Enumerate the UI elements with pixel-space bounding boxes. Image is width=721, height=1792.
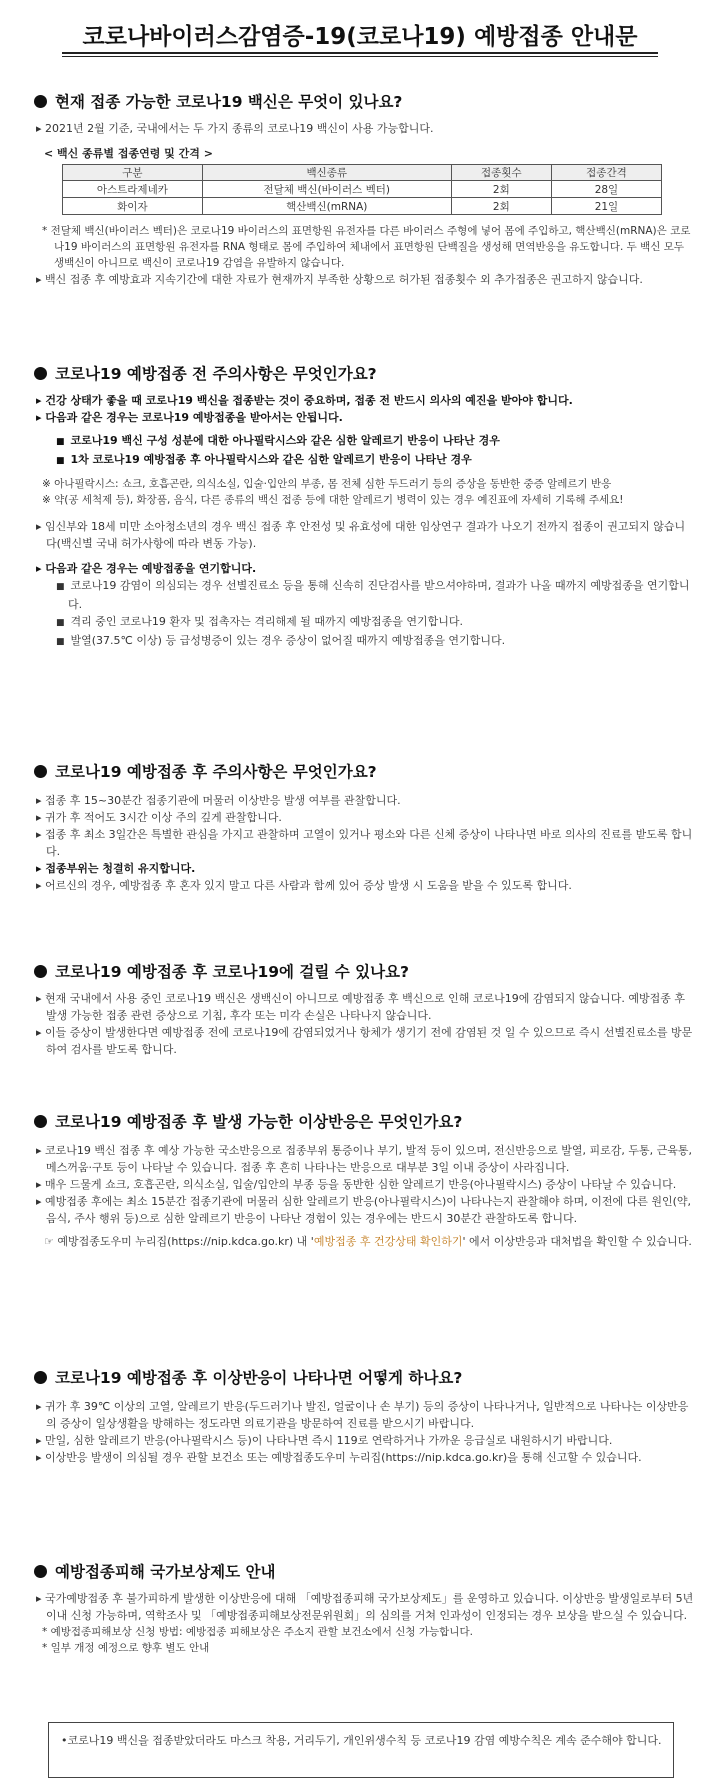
table-header-row (63, 165, 662, 181)
paragraph: ▸ 접종 후 최소 3일간은 특별한 관심을 가지고 관찰하며 고열이 있거나 평소와 다른 신체 증상이 나타나면 바로 의사의 진료를 받도록 합니다. (36, 828, 693, 858)
footnote: * 전달체 백신(바이러스 벡터)은 코로나19 바이러스의 표면항원 유전자를 다른 바이러스 주형에 넣어 몸에 주입하고, 핵산백신(mRNA)은 코로나19 바이러스의 표면항원 유전자를 RNA 형태로 몸에 주입하여 체내에서 표면항원 단백질을 생성해 면역반응을 유도합니다. 두 백신 모두 생백신이 아니므로 백신이 코로나19 감염을 유발하지 않습니다. (42, 225, 691, 269)
bullet-dot-icon (34, 1565, 47, 1578)
table-row (63, 198, 662, 215)
table-cell: 21일 (551, 198, 661, 215)
paragraph: ▸ 어르신의 경우, 예방접종 후 혼자 있지 말고 다른 사람과 함께 있어 증상 발생 시 도움을 받을 수 있도록 합니다. (36, 879, 572, 892)
section-after-vaccination (34, 760, 694, 894)
bullet-dot-icon (34, 95, 47, 108)
list-item: ■ 발열(37.5℃ 이상) 등 급성병증이 있는 경우 증상이 없어질 때까지 예방접종을 연기합니다. (34, 632, 694, 651)
page-title: 코로나바이러스감염증-19(코로나19) 예방접종 안내문 (82, 24, 638, 50)
list-item: ■ 1차 코로나19 예방접종 후 아나필락시스와 같은 심한 알레르기 반응이 나타난 경우 (34, 451, 694, 470)
paragraph: ▸ 이상반응 발생이 의심될 경우 관할 보건소 또는 예방접종도우미 누리집(https://nip.kdca.go.kr)을 통해 신고할 수 있습니다. (36, 1451, 642, 1464)
table-cell: 화이자 (63, 198, 203, 215)
paragraph: ▸ 국가예방접종 후 불가피하게 발생한 이상반응에 대해 「예방접종피해 국가보상제도」를 운영하고 있습니다. 이상반응 발생일로부터 5년 이내 신청 가능하며, 역학조사 및 「예방접종피해보상전문위원회」의 심의를 거쳐 인과성이 인정되는 경우 보상을 받으실 수 있습니다. (36, 1592, 694, 1622)
paragraph: ▸ 만일, 심한 알레르기 반응(아나필락시스 등)이 나타나면 즉시 119로 연락하거나 가까운 응급실로 내원하시기 바랍니다. (36, 1434, 613, 1447)
table-cell: 28일 (551, 181, 661, 198)
section-heading: 코로나19 예방접종 전 주의사항은 무엇인가요? (34, 362, 694, 386)
bullet-dot-icon (34, 765, 47, 778)
reminder-text: •코로나19 백신을 접종받았더라도 마스크 착용, 거리두기, 개인위생수칙 등 코로나19 감염 예방수칙은 계속 준수해야 합니다. (61, 1734, 662, 1747)
table-caption: < 백신 종류별 접종연령 및 간격 > (44, 147, 213, 160)
paragraph: ▸ 귀가 후 39℃ 이상의 고열, 알레르기 반응(두드러기나 발진, 얼굴이나 손 부기) 등의 증상이 나타나거나, 일반적으로 나타나는 이상반응의 증상이 일상생활을 방해하는 정도라면 의료기관을 방문하여 진료를 받으시기 바랍니다. (36, 1400, 689, 1430)
paragraph: ▸ 2021년 2월 기준, 국내에서는 두 가지 종류의 코로나19 백신이 사용 가능합니다. (36, 122, 434, 135)
footnote: ※ 약(공 세척제 등), 화장품, 음식, 다른 종류의 백신 접종 등에 대한 알레르기 병력이 있는 경우 예진표에 자세히 기록해 주세요! (42, 494, 624, 506)
section-vaccines (34, 90, 694, 288)
section-infection-after (34, 960, 694, 1058)
paragraph: ▸ 코로나19 백신 접종 후 예상 가능한 국소반응으로 접종부위 통증이나 부기, 발적 등이 있으며, 전신반응으로 발열, 피로감, 두통, 근육통, 메스꺼움·구토 등이 나타날 수 있습니다. 접종 후 흔히 나타나는 반응으로 대부분 3일 이내 증상이 사라집니다. (36, 1144, 692, 1174)
table-cell: 2회 (451, 181, 551, 198)
bullet-dot-icon (34, 367, 47, 380)
column-header: 백신종류 (202, 165, 451, 181)
section-compensation (34, 1560, 694, 1656)
table-cell: 전달체 백신(바이러스 벡터) (202, 181, 451, 198)
bullet-dot-icon (34, 965, 47, 978)
section-if-adverse (34, 1366, 694, 1466)
highlight-link: 예방접종 후 건강상태 확인하기 (313, 1235, 463, 1248)
table-cell: 핵산백신(mRNA) (202, 198, 451, 215)
table-cell: 아스트라제네카 (63, 181, 203, 198)
footnote: * 예방접종피해보상 신청 방법: 예방접종 피해보상은 주소지 관할 보건소에서 신청 가능합니다. (42, 1626, 473, 1638)
paragraph: ▸ 예방접종 후에는 최소 15분간 접종기관에 머물러 심한 알레르기 반응(아나필락시스)이 나타나는지 관찰해야 하며, 이전에 다른 원인(약, 음식, 주사 행위 등)으로 심한 알레르기 반응이 나타난 경험이 있는 경우에는 반드시 30분간 관찰하도록 합니다. (36, 1195, 692, 1225)
footnote: ※ 아나필락시스: 쇼크, 호흡곤란, 의식소실, 입술·입안의 부종, 몸 전체 심한 두드러기 등의 증상을 동반한 중증 알레르기 반응 (42, 478, 612, 490)
table-cell: 2회 (451, 198, 551, 215)
paragraph: ▸ 백신 접종 후 예방효과 지속기간에 대한 자료가 현재까지 부족한 상황으로 허가된 접종횟수 외 추가접종은 권고하지 않습니다. (36, 273, 643, 286)
paragraph: ▸ 현재 국내에서 사용 중인 코로나19 백신은 생백신이 아니므로 예방접종 후 백신으로 인해 코로나19에 감염되지 않습니다. 예방접종 후 발생 가능한 접종 관련 증상으로 기침, 후각 또는 미각 손실은 나타나지 않습니다. (36, 992, 686, 1022)
paragraph: ▸ 다음과 같은 경우는 예방접종을 연기합니다. (36, 562, 257, 575)
reminder-box (48, 1722, 674, 1778)
section-adverse-reactions (34, 1110, 694, 1250)
paragraph: ▸ 매우 드물게 쇼크, 호흡곤란, 의식소실, 입술/입안의 부종 등을 동반한 심한 알레르기 반응(아나필락시스) 증상이 나타날 수 있습니다. (36, 1178, 677, 1191)
section-heading: 현재 접종 가능한 코로나19 백신은 무엇이 있나요? (34, 90, 694, 114)
bullet-dot-icon (34, 1115, 47, 1128)
column-header: 접종횟수 (451, 165, 551, 181)
paragraph: ▸ 접종 후 15~30분간 접종기관에 머물러 이상반응 발생 여부를 관찰합니다. (36, 794, 401, 807)
paragraph: ▸ 임신부와 18세 미만 소아청소년의 경우 백신 접종 후 안전성 및 유효성에 대한 임상연구 결과가 나오기 전까지 접종이 권고되지 않습니다(백신별 국내 허가사항에 따라 변동 가능). (36, 520, 686, 550)
bullet-dot-icon (34, 1371, 47, 1384)
section-heading: 코로나19 예방접종 후 주의사항은 무엇인가요? (34, 760, 694, 784)
column-header: 접종간격 (551, 165, 661, 181)
section-before-vaccination (34, 362, 694, 651)
section-heading: 코로나19 예방접종 후 이상반응이 나타나면 어떻게 하나요? (34, 1366, 694, 1390)
list-item: ■ 코로나19 감염이 의심되는 경우 선별진료소 등을 통해 신속히 진단검사를 받으셔야하며, 결과가 나올 때까지 예방접종을 연기합니다. (34, 577, 694, 613)
paragraph: ▸ 귀가 후 적어도 3시간 이상 주의 깊게 관찰합니다. (36, 811, 282, 824)
list-item: ■ 코로나19 백신 구성 성분에 대한 아나필락시스와 같은 심한 알레르기 반응이 나타난 경우 (34, 432, 694, 451)
table-row (63, 181, 662, 198)
section-heading: 코로나19 예방접종 후 발생 가능한 이상반응은 무엇인가요? (34, 1110, 694, 1134)
footnote: * 일부 개정 예정으로 향후 별도 안내 (42, 1642, 210, 1654)
column-header: 구분 (63, 165, 203, 181)
paragraph: ▸ 이들 증상이 발생한다면 예방접종 전에 코로나19에 감염되었거나 항체가 생기기 전에 감염된 것 일 수 있으므로 즉시 선별진료소를 방문하여 검사를 받도록 합니다. (36, 1026, 693, 1056)
vaccine-table (62, 164, 662, 215)
paragraph: ☞ 예방접종도우미 누리집(https://nip.kdca.go.kr) 내 '예방접종 후 건강상태 확인하기' 에서 이상반응과 대처법을 확인할 수 있습니다. (44, 1235, 692, 1248)
paragraph: ▸ 접종부위는 청결히 유지합니다. (36, 862, 196, 875)
section-heading: 코로나19 예방접종 후 코로나19에 걸릴 수 있나요? (34, 960, 694, 984)
paragraph: ▸ 다음과 같은 경우는 코로나19 예방접종을 받아서는 안됩니다. (36, 411, 343, 424)
paragraph: ▸ 건강 상태가 좋을 때 코로나19 백신을 접종받는 것이 중요하며, 접종 전 반드시 의사의 예진을 받아야 합니다. (36, 394, 573, 407)
list-item: ■ 격리 중인 코로나19 환자 및 접촉자는 격리해제 될 때까지 예방접종을 연기합니다. (34, 613, 694, 632)
title-underline (62, 52, 658, 54)
title-underline-thin (62, 56, 658, 57)
section-heading: 예방접종피해 국가보상제도 안내 (34, 1560, 694, 1584)
